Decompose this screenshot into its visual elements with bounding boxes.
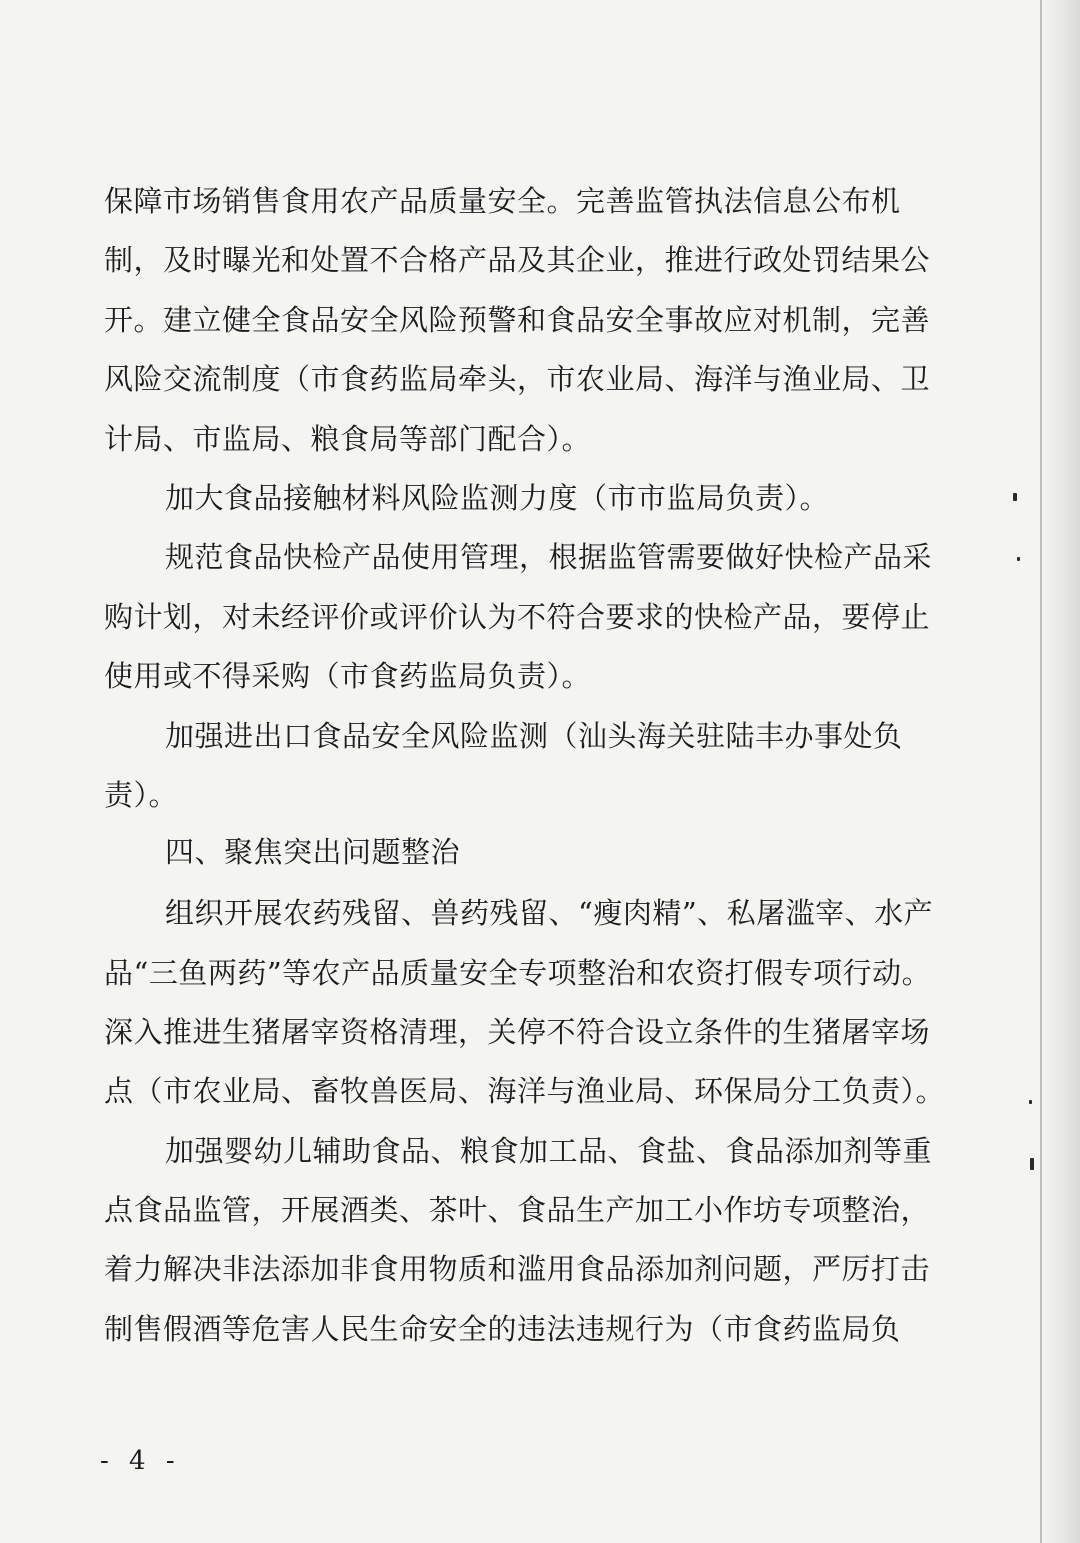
scan-speck xyxy=(1030,1158,1034,1170)
page-number: - 4 - xyxy=(100,1446,181,1476)
body-text-line: 使用或不得采购（市食药监局负责）。 xyxy=(104,659,592,693)
body-text-line: 品“三鱼两药”等农产品质量安全专项整治和农资打假专项行动。 xyxy=(104,956,932,990)
paragraph-first-line: 加强婴幼儿辅助食品、粮食加工品、食盐、食品添加剂等重 xyxy=(165,1134,933,1168)
paragraph-first-line: 规范食品快检产品使用管理，根据监管需要做好快检产品采 xyxy=(165,540,933,574)
body-text-line: 购计划，对未经评价或评价认为不符合要求的快检产品，要停止 xyxy=(104,600,931,634)
paragraph-first-line: 加大食品接触材料风险监测力度（市市监局负责）。 xyxy=(165,481,830,515)
scan-edge-shadow xyxy=(1038,0,1080,1543)
body-text-line: 开。建立健全食品安全风险预警和食品安全事故应对机制，完善 xyxy=(104,303,931,337)
section-heading: 四、聚焦突出问题整治 xyxy=(165,835,461,869)
body-text-line: 计局、市监局、粮食局等部门配合）。 xyxy=(104,422,592,456)
body-text-line: 责）。 xyxy=(104,778,179,812)
paragraph-first-line: 组织开展农药残留、兽药残留、“瘦肉精”、私屠滥宰、水产 xyxy=(165,896,934,930)
paragraph-first-line: 加强进出口食品安全风险监测（汕头海关驻陆丰办事处负 xyxy=(165,719,903,753)
body-text-line: 保障市场销售食用农产品质量安全。完善监管执法信息公布机 xyxy=(104,184,901,218)
scan-speck xyxy=(1013,493,1017,501)
body-text-line: 着力解决非法添加非食用物质和滥用食品添加剂问题，严厉打击 xyxy=(104,1252,931,1286)
paper-edge-line xyxy=(1040,0,1042,1543)
scan-speck xyxy=(1029,1100,1032,1104)
scan-speck xyxy=(1017,557,1020,561)
body-text-line: 点食品监管，开展酒类、茶叶、食品生产加工小作坊专项整治， xyxy=(104,1193,931,1227)
body-text-line: 风险交流制度（市食药监局牵头，市农业局、海洋与渔业局、卫 xyxy=(104,362,931,396)
body-text-line: 制售假酒等危害人民生命安全的违法违规行为（市食药监局负 xyxy=(104,1312,901,1346)
body-text-line: 深入推进生猪屠宰资格清理，关停不符合设立条件的生猪屠宰场 xyxy=(104,1015,931,1049)
body-text-line: 制，及时曝光和处置不合格产品及其企业，推进行政处罚结果公 xyxy=(104,243,931,277)
body-text-line: 点（市农业局、畜牧兽医局、海洋与渔业局、环保局分工负责）。 xyxy=(104,1074,946,1108)
